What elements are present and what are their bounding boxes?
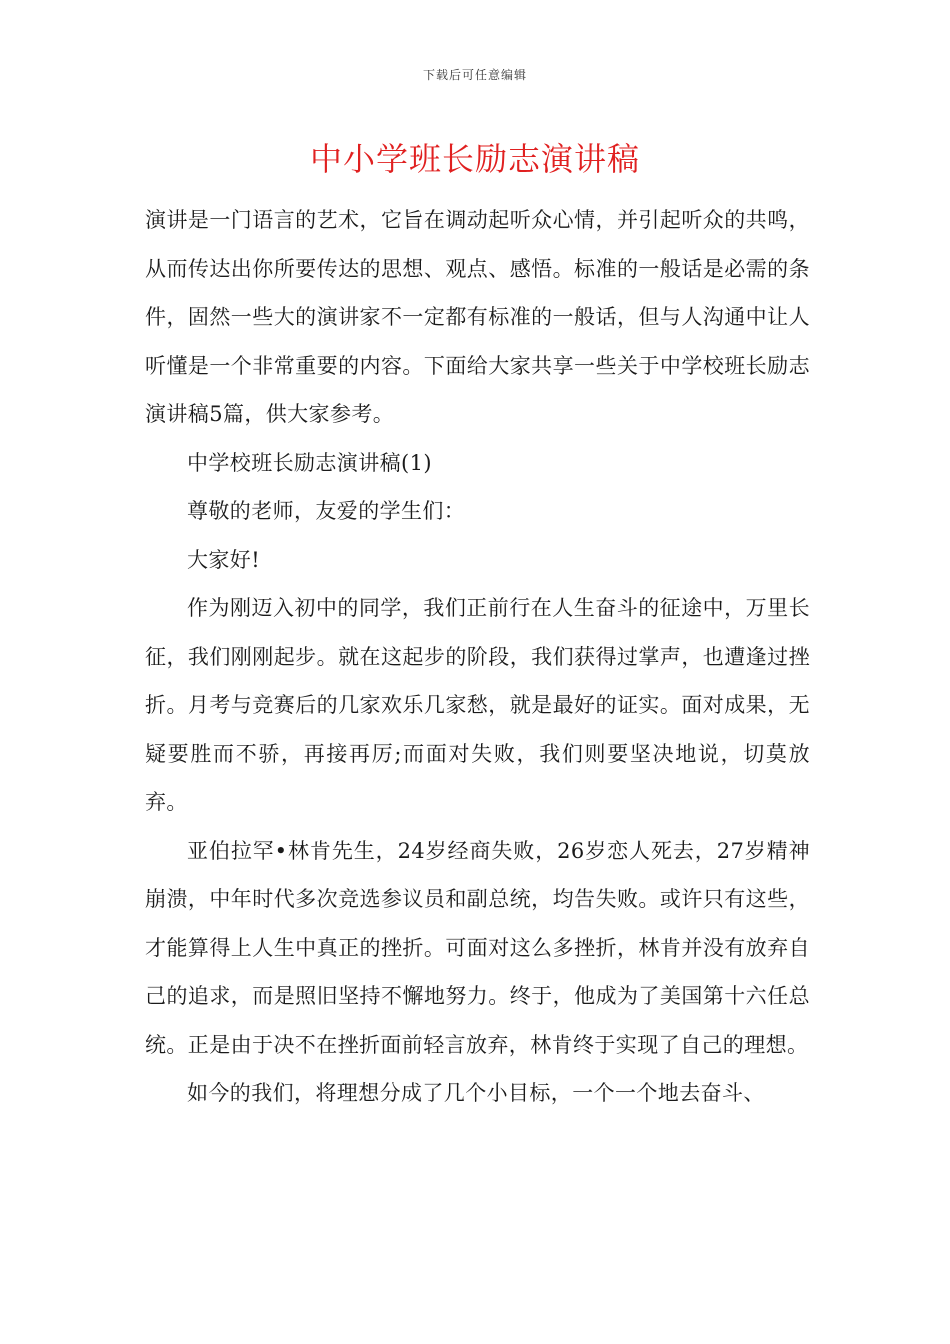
body-paragraph: 如今的我们，将理想分成了几个小目标，一个一个地去奋斗、 [187,1081,765,1105]
document-body [145,196,810,1118]
document-title: 中小学班长励志演讲稿 [309,140,640,178]
intro-paragraph: 演讲是一门语言的艺术，它旨在调动起听众心情，并引起听众的共鸣，从而传达出你所要传达的思想、观点、感悟。标准的一般话是必需的条件，固然一些大的演讲家不一定都有标准的一般话，但与人沟通中让人听懂是一个非常重要的内容。下面给大家共享一些关于中学校班长励志演讲稿5篇，供大家参考。 [145,208,810,426]
salutation: 尊敬的老师，友爱的学生们： [187,499,466,523]
header-note: 下载后可任意编辑 [422,68,527,82]
body-paragraph: 亚伯拉罕•林肯先生，24岁经商失败，26岁恋人死去，27岁精神崩溃，中年时代多次竞选参议员和副总统，均告失败。或许只有这些，才能算得上人生中真正的挫折。可面对这么多挫折，林肯并没有放弃自己的追求，而是照旧坚持不懈地努力。终于，他成为了美国第十六任总统。正是由于决不在挫折面前轻言放弃，林肯终于实现了自己的理想。 [145,838,810,1057]
body-paragraph: 作为刚迈入初中的同学，我们正前行在人生奋斗的征途中，万里长征，我们刚刚起步。就在这起步的阶段，我们获得过掌声，也遭逢过挫折。月考与竞赛后的几家欢乐几家愁，就是最好的证实。面对成果，无疑要胜而不骄，再接再厉;而面对失败，我们则要坚决地说，切莫放弃。 [145,596,810,814]
section-heading: 中学校班长励志演讲稿(1) [187,450,432,475]
greeting: 大家好! [187,547,261,572]
